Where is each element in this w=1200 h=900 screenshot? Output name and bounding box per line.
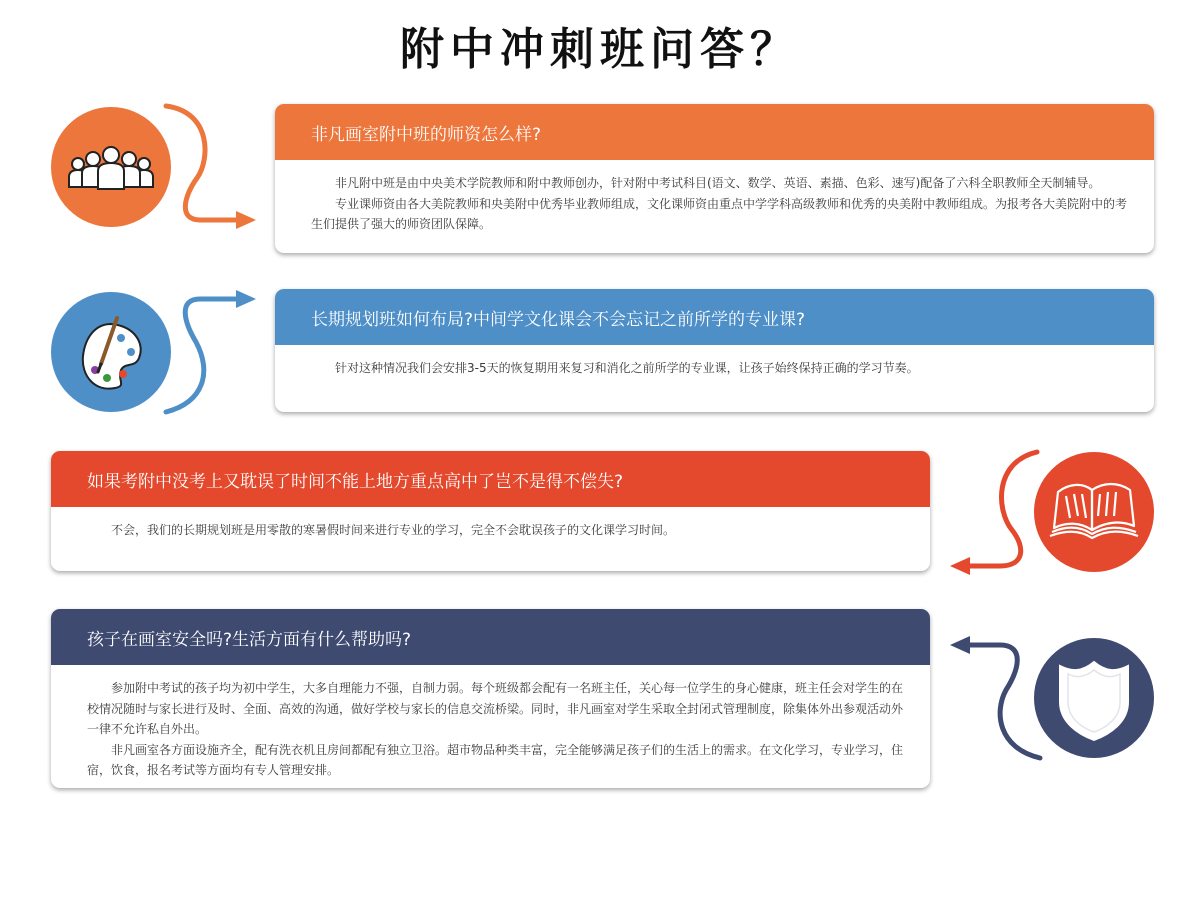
planning-icon-circle [51,292,171,412]
answer-paragraph: 针对这种情况我们会安排3-5天的恢复期用来复习和消化之前所学的专业课，让孩子始终保持正确的学习节奏。 [335,361,919,375]
blue-connector-arrow [166,299,238,412]
paint-palette-icon [51,292,171,412]
shield-icon [1034,638,1154,758]
shield-icon-circle [1034,638,1154,758]
navy-connector-arrow [970,645,1040,758]
question-header [51,451,930,507]
navy-arrowhead [950,636,970,654]
answer-paragraph: 不会，我们的长期规划班是用零散的寒暑假时间来进行专业的学习，完全不会耽误孩子的文化课学习时间。 [111,523,676,537]
page-title: 附中冲刺班问答？ [400,24,800,75]
question-header [51,609,930,665]
answer-paragraph: 专业课师资由各大美院教师和央美附中优秀毕业教师组成，文化课师资由重点中学学科高级教师和优秀的央美附中教师组成。为报考各大美院附中的考生们提供了强大的师资团队保障。 [311,196,1128,231]
question-text: 孩子在画室安全吗?生活方面有什么帮助吗? [87,629,412,650]
qa-card-risk [51,451,930,571]
qa-card-planning [275,289,1154,412]
question-text: 如果考附中没考上又耽误了时间不能上地方重点高中了岂不是得不偿失? [87,471,624,492]
red-connector-arrow [970,452,1037,566]
question-header [275,289,1154,345]
answer-body [51,507,930,553]
question-header [275,104,1154,160]
answer-paragraph: 非凡画室各方面设施齐全，配有洗衣机且房间都配有独立卫浴。超市物品种类丰富，完全能够满足孩子们的生活上的需求。在文化学习，专业学习，住宿，饮食，报名考试等方面均有专人管理安排。 [87,742,904,777]
answer-body [275,160,1154,247]
qa-card-safety [51,609,930,788]
teachers-icon-circle [51,107,171,227]
orange-connector-arrow [166,106,238,220]
answer-body [51,665,930,788]
question-text: 非凡画室附中班的师资怎么样? [311,124,542,145]
orange-arrowhead [236,211,256,229]
open-book-icon [1034,452,1154,572]
blue-arrowhead [236,290,256,308]
answer-body [275,345,1154,391]
group-people-icon [51,107,171,227]
qa-card-teachers [275,104,1154,253]
question-text: 长期规划班如何布局?中间学文化课会不会忘记之前所学的专业课? [311,309,806,330]
answer-paragraph: 非凡附中班是由中央美术学院教师和附中教师创办，针对附中考试科目(语文、数学、英语、素描、色彩、速写)配备了六科全职教师全天制辅导。 [335,176,1101,190]
answer-paragraph: 参加附中考试的孩子均为初中学生，大多自理能力不强，自制力弱。每个班级都会配有一名班主任，关心每一位学生的身心健康，班主任会对学生的在校情况随时与家长进行及时、全面、高效的沟通，做好学校与家长的信息交流桥梁。同时，非凡画室对学生采取全封闭式管理制度，除集体外出参观活动外一律不允许私自外出。 [87,681,904,736]
red-arrowhead [950,557,970,575]
book-icon-circle [1034,452,1154,572]
